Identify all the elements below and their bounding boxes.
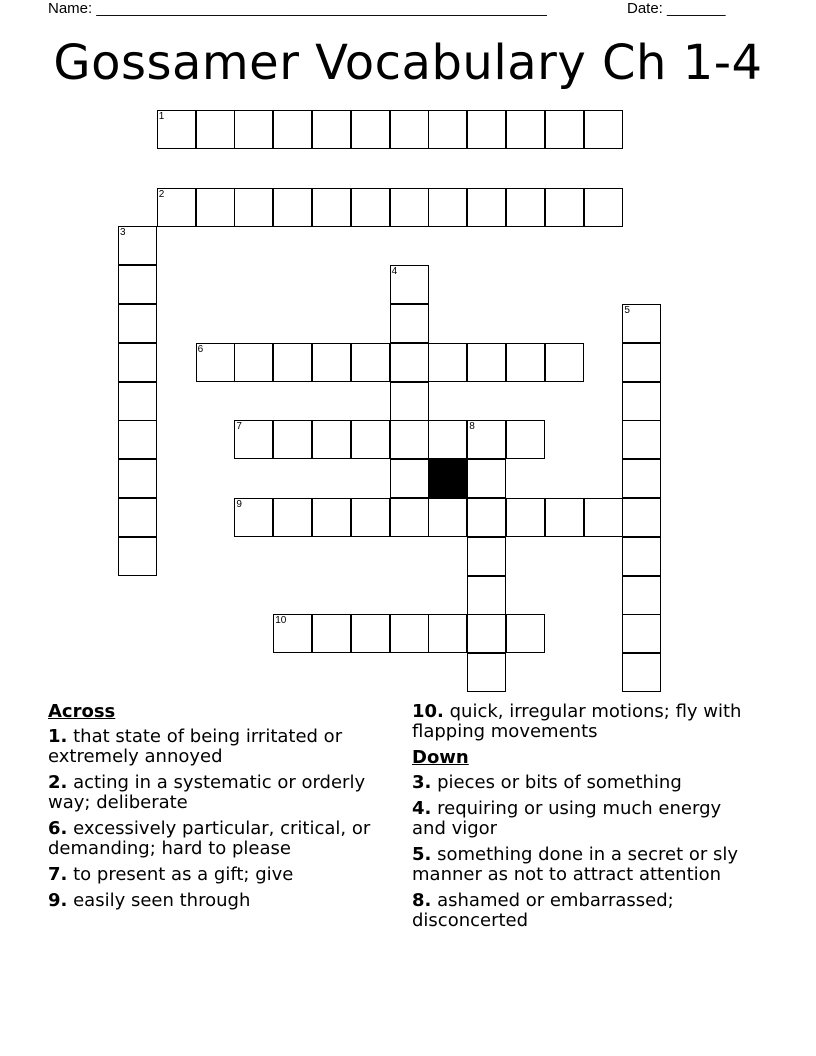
grid-cell[interactable]	[428, 343, 467, 382]
grid-cell[interactable]	[118, 459, 157, 498]
clue-number-label: 1	[158, 111, 165, 122]
grid-cell[interactable]	[390, 459, 429, 498]
grid-cell[interactable]	[390, 343, 429, 382]
grid-cell[interactable]	[390, 188, 429, 227]
down-heading: Down	[412, 747, 469, 768]
across-clue-list	[48, 727, 393, 911]
clue-text: excessively particular, critical, or demanding; hard to please	[48, 818, 371, 859]
grid-cell[interactable]	[312, 343, 351, 382]
grid-cell[interactable]	[390, 265, 429, 304]
grid-block-cell	[428, 459, 467, 498]
clue-number: 6.	[48, 818, 68, 839]
grid-cell[interactable]	[118, 304, 157, 343]
clue-text: requiring or using much energy and vigor	[412, 798, 722, 839]
grid-cell[interactable]	[467, 459, 506, 498]
grid-cell[interactable]	[312, 188, 351, 227]
grid-cell[interactable]	[622, 576, 661, 615]
grid-cell[interactable]	[622, 614, 661, 653]
clue-number-label: 9	[236, 499, 242, 510]
grid-cell[interactable]	[118, 537, 157, 576]
grid-cell[interactable]	[545, 343, 584, 382]
grid-cell[interactable]	[428, 614, 467, 653]
grid-cell[interactable]	[622, 420, 661, 459]
across-clue-item	[412, 702, 752, 742]
grid-cell[interactable]	[467, 110, 506, 149]
down-clue-item	[412, 799, 752, 839]
grid-cell[interactable]	[622, 382, 661, 421]
grid-cell[interactable]	[273, 498, 312, 537]
grid-cell[interactable]	[584, 188, 623, 227]
clue-number-label: 2	[158, 188, 165, 200]
grid-cell[interactable]	[273, 188, 312, 227]
grid-cell[interactable]	[390, 304, 429, 343]
grid-cell[interactable]	[467, 498, 506, 537]
grid-cell[interactable]	[351, 614, 390, 653]
clue-number: 7.	[48, 864, 68, 885]
grid-cell[interactable]	[467, 343, 506, 382]
grid-cell[interactable]	[622, 653, 661, 692]
grid-cell[interactable]	[234, 188, 273, 227]
clue-number-label: 5	[624, 305, 630, 316]
grid-cell[interactable]	[196, 188, 235, 227]
grid-cell[interactable]	[118, 382, 157, 421]
clue-number: 2.	[48, 772, 68, 793]
grid-cell[interactable]	[390, 614, 429, 653]
clue-number-label: 10	[275, 615, 287, 627]
grid-cell[interactable]	[118, 226, 157, 265]
down-clue-item	[412, 891, 752, 931]
clue-number: 1.	[48, 726, 68, 747]
grid-cell[interactable]	[622, 343, 661, 382]
grid-cell[interactable]	[545, 188, 584, 227]
grid-cell[interactable]	[467, 188, 506, 227]
clue-number: 8.	[412, 890, 432, 911]
grid-cell[interactable]	[273, 110, 312, 149]
grid-cell[interactable]	[545, 498, 584, 537]
clue-number-label: 6	[197, 343, 204, 355]
grid-cell[interactable]	[622, 537, 661, 576]
grid-cell[interactable]	[351, 420, 390, 459]
grid-cell[interactable]	[118, 265, 157, 304]
clue-number: 9.	[48, 890, 68, 911]
clue-text: acting in a systematic or orderly way; deliberate	[48, 772, 366, 813]
across-heading: Across	[48, 701, 116, 722]
grid-cell[interactable]	[234, 343, 273, 382]
grid-cell[interactable]	[428, 498, 467, 537]
grid-cell[interactable]	[312, 110, 351, 149]
clue-number: 3.	[412, 772, 432, 793]
grid-cell[interactable]	[622, 304, 661, 343]
clue-number-label: 3	[120, 227, 126, 239]
grid-cell[interactable]	[118, 420, 157, 459]
grid-cell[interactable]	[506, 614, 545, 653]
clue-text: that state of being irritated or extremely annoyed	[48, 726, 343, 767]
across-clue-item	[48, 727, 393, 767]
grid-cell[interactable]	[118, 343, 157, 382]
grid-cell[interactable]	[467, 537, 506, 576]
grid-cell[interactable]	[467, 653, 506, 692]
grid-cell[interactable]	[545, 110, 584, 149]
grid-cell[interactable]	[196, 343, 235, 382]
grid-cell[interactable]	[196, 110, 235, 149]
grid-cell[interactable]	[390, 498, 429, 537]
grid-cell[interactable]	[467, 614, 506, 653]
grid-cell[interactable]	[157, 110, 196, 149]
grid-cell[interactable]	[506, 498, 545, 537]
grid-cell[interactable]	[390, 420, 429, 459]
down-clue-list	[412, 773, 752, 931]
page-title: Gossamer Vocabulary Ch 1-4	[53, 35, 763, 91]
grid-cell[interactable]	[622, 459, 661, 498]
clue-number-label: 7	[236, 421, 242, 433]
grid-cell[interactable]	[351, 188, 390, 227]
grid-cell[interactable]	[428, 420, 467, 459]
grid-cell[interactable]	[467, 576, 506, 615]
grid-cell[interactable]	[467, 420, 506, 459]
down-clue-item	[412, 773, 752, 793]
grid-cell[interactable]	[312, 498, 351, 537]
clue-number: 5.	[412, 844, 432, 865]
grid-cell[interactable]	[312, 420, 351, 459]
grid-cell[interactable]	[351, 110, 390, 149]
clues-column-left	[48, 702, 393, 917]
grid-cell[interactable]	[118, 498, 157, 537]
grid-cell[interactable]	[506, 188, 545, 227]
across-clue-item	[48, 819, 393, 859]
clue-number-label: 4	[391, 266, 398, 278]
grid-cell[interactable]	[390, 110, 429, 149]
grid-cell[interactable]	[234, 420, 273, 459]
across-clue-list-continued	[412, 702, 752, 742]
clue-text: easily seen through	[73, 890, 251, 911]
across-clue-item	[48, 865, 393, 885]
grid-cell[interactable]	[351, 343, 390, 382]
grid-cell[interactable]	[428, 110, 467, 149]
grid-cell[interactable]	[584, 498, 623, 537]
across-clue-item	[48, 891, 393, 911]
grid-cell[interactable]	[390, 382, 429, 421]
grid-cell[interactable]	[584, 110, 623, 149]
clue-number: 10.	[412, 701, 444, 722]
clue-text: quick, irregular motions; fly with flapping movements	[412, 701, 742, 742]
grid-cell[interactable]	[234, 498, 273, 537]
grid-cell[interactable]	[351, 498, 390, 537]
grid-cell[interactable]	[506, 420, 545, 459]
grid-cell[interactable]	[234, 110, 273, 149]
clue-number: 4.	[412, 798, 432, 819]
grid-cell[interactable]	[622, 498, 661, 537]
clue-text: ashamed or embarrassed; disconcerted	[412, 890, 674, 931]
grid-cell[interactable]	[273, 614, 312, 653]
clue-text: to present as a gift; give	[73, 864, 294, 885]
grid-cell[interactable]	[157, 188, 196, 227]
grid-cell[interactable]	[428, 188, 467, 227]
clue-text: something done in a secret or sly manner as not to attract attention	[412, 844, 739, 885]
grid-cell[interactable]	[273, 420, 312, 459]
across-clue-item	[48, 773, 393, 813]
clues-column-right	[412, 702, 752, 937]
clue-text: pieces or bits of something	[437, 772, 682, 793]
clue-number-label: 8	[469, 421, 475, 433]
grid-cell[interactable]	[506, 343, 545, 382]
date-field-label[interactable]: Date: _______	[627, 0, 726, 17]
name-field-label[interactable]: Name: ______________________________________________________	[48, 0, 547, 17]
down-clue-item	[412, 845, 752, 885]
grid-cell[interactable]	[506, 110, 545, 149]
grid-cell[interactable]	[273, 343, 312, 382]
grid-cell[interactable]	[312, 614, 351, 653]
